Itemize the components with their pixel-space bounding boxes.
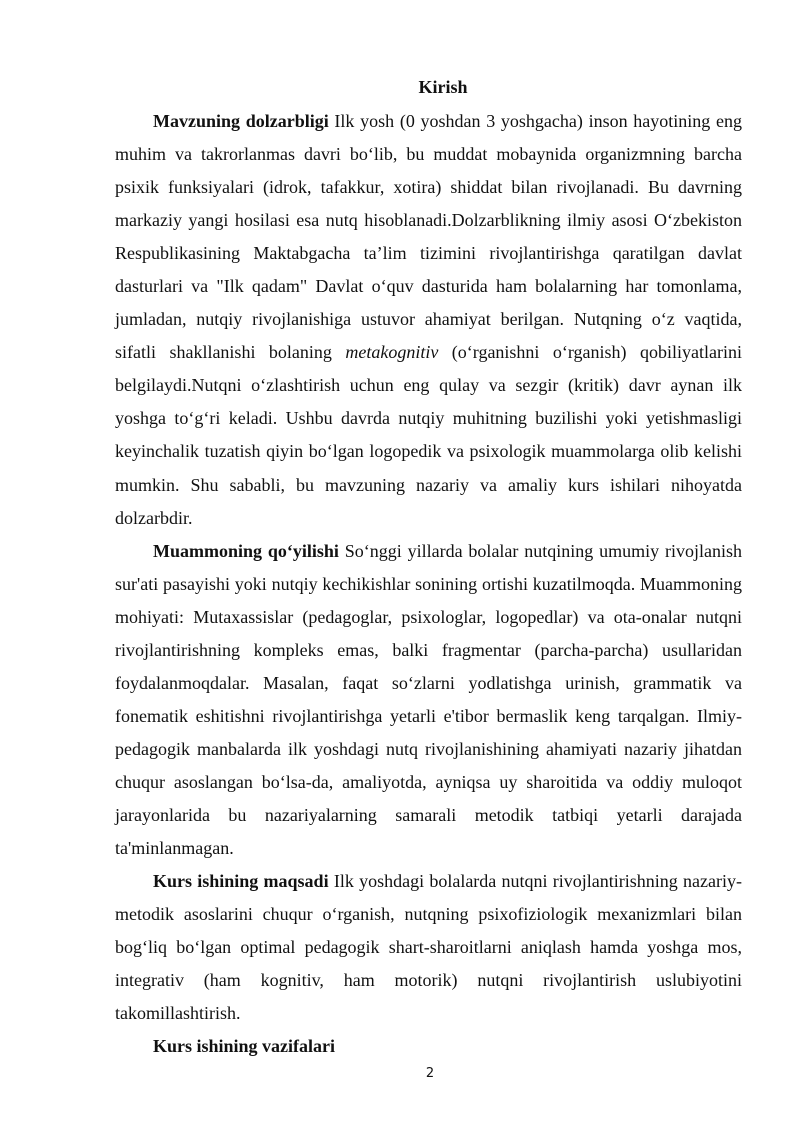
paragraph-heading: Mavzuning dolzarbligi — [153, 111, 329, 131]
paragraph-heading: Kurs ishining maqsadi — [153, 871, 329, 892]
paragraph-heading: Kurs ishining vazifalari — [153, 1036, 336, 1057]
paragraph-goal — [115, 865, 742, 1030]
section-title: Kirish — [418, 77, 468, 97]
paragraph-text: Ilk yoshdagi bolalarda nutqni rivojlantirishning nazariy-metodik asoslarini chuqur o‘rganish, nutqning psixofiziologik mexanizmlari bilan bog‘liq bo‘lgan optimal pedagogik shart-sharoitlarni aniqlash hamda yoshga mos, integrativ (ham kognitiv, ham motorik) nutqni rivojlantirish uslubiyotini takomillashtirish. — [115, 871, 742, 1024]
paragraph-tasks — [115, 1030, 742, 1063]
page-number: 2 — [425, 1066, 435, 1081]
body-text — [115, 105, 742, 1063]
paragraph-heading: Muammoning qo‘yilishi — [153, 540, 339, 561]
paragraph-text: So‘nggi yillarda bolalar nutqining umumiy rivojlanish sur'ati pasayishi yoki nutqiy kechikishlar sonining ortishi kuzatilmoqda. Muammoning mohiyati: Mutaxassislar (pedagoglar, psixologlar, logopedlar) va ota-onalar nutqni rivojlantirishning kompleks emas, balki fragmentar (parcha-parcha) usullaridan foydalanmoqdalar. Masalan, faqat so‘zlarni yodlatishga urinish, grammatik va fonematik eshitishni rivojlantirishga yetarli e'tibor bermaslik keng tarqalgan. Ilmiy-pedagogik manbalarda ilk yoshdagi nutq rivojlanishining ahamiyati nazariy jihatdan chuqur asoslangan bo‘lsa-da, amaliyotda, ayniqsa uy sharoitida va oddiy muloqot jarayonlarida bu nazariyalarning samarali metodik tatbiqi yetarli darajada ta'minlanmagan. — [115, 540, 742, 859]
paragraph-problem — [115, 535, 742, 865]
paragraph-text: (o‘rganishni o‘rganish) qobiliyatlarini belgilaydi.Nutqni o‘zlashtirish uchun eng qulay va sezgir (kritik) davr aynan ilk yoshga to‘g‘ri keladi. Ushbu davrda nutqiy muhitning buzilishi yoki yetishmasligi keyinchalik tuzatish qiyin bo‘lgan logopedik va psixologik muammolarga olib kelishi mumkin. Shu sababli, bu mavzuning nazariy va amaliy kurs ishilari nihoyatda dolzarbdir. — [115, 342, 742, 528]
paragraph-text: Ilk yosh (0 yoshdan 3 yoshgacha) inson hayotining eng muhim va takrorlanmas davri bo‘lib, bu muddat mobaynida organizmning barcha psixik funksiyalari (idrok, tafakkur, xotira) shiddat bilan rivojlanadi. Bu davrning markaziy yangi hosilasi esa nutq hisoblanadi.Dolzarblikning ilmiy asosi O‘zbekiston Respublikasining Maktabgacha ta’lim tizimini rivojlantirishga qaratilgan davlat dasturlari va "Ilk qadam" Davlat o‘quv dasturida ham bolalarning har tomonlama, jumladan, nutqiy rivojlanishiga ustuvor ahamiyat berilgan. Nutqning o‘z vaqtida, sifatli shakllanishi bolaning — [115, 111, 742, 363]
paragraph-relevance — [115, 105, 742, 535]
emphasized-term: metakognitiv — [345, 342, 439, 363]
